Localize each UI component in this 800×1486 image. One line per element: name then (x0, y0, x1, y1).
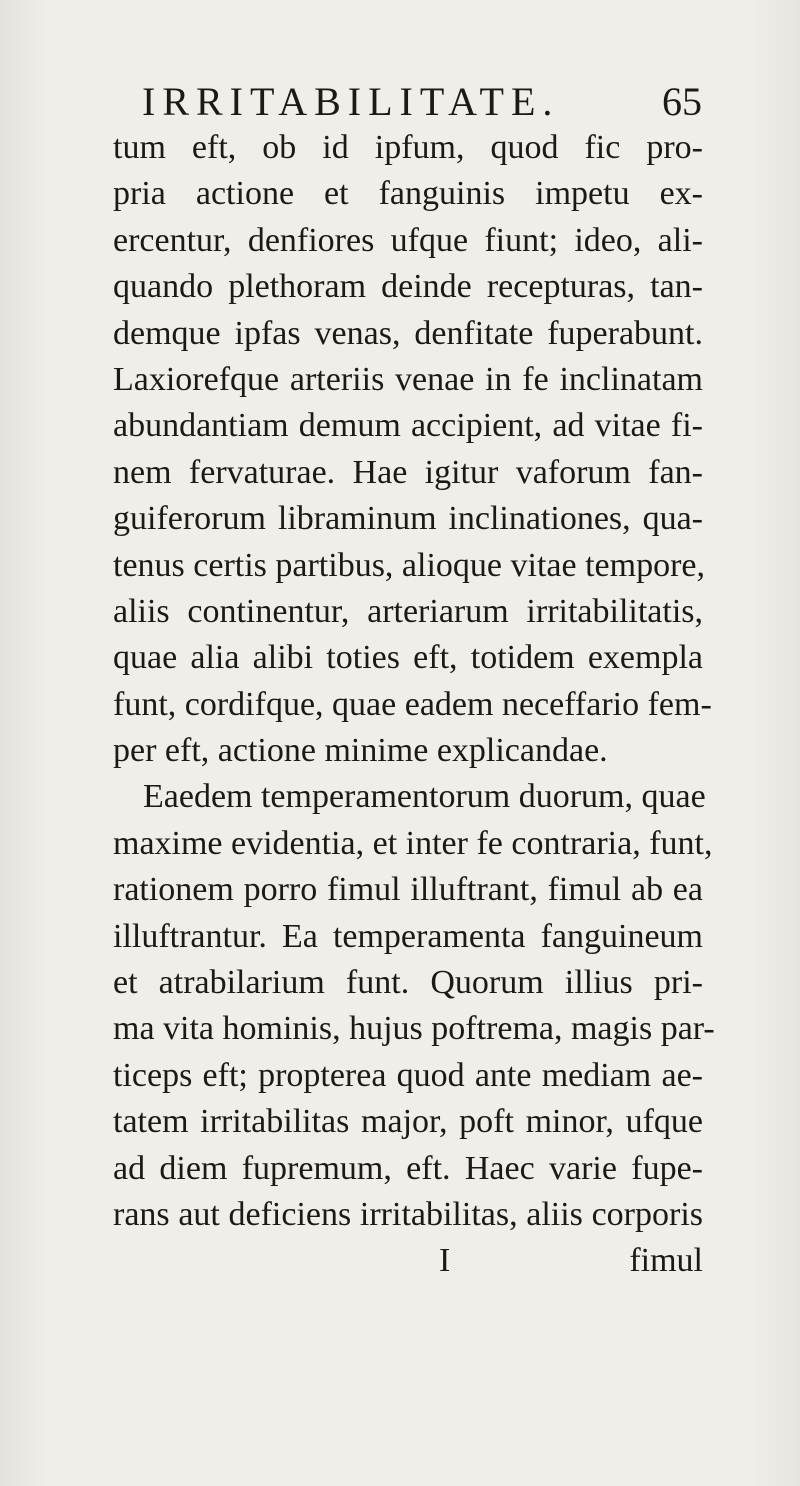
text-line: ercentur, denfiores ufque fiunt; ideo, ali- (113, 221, 703, 259)
text-line: quando plethoram deinde recepturas, tan- (113, 268, 703, 306)
text-line: tum eft, ob id ipfum, quod fic pro- (113, 129, 703, 166)
text-line: illuftrantur. Ea temperamenta fanguineum (113, 917, 703, 955)
text-line: quae alia alibi toties eft, totidem exempla (113, 639, 703, 677)
text-line: et atrabilarium funt. Quorum illius pri- (113, 964, 703, 1002)
text-line: ma vita hominis, hujus poftrema, magis par- (113, 1010, 715, 1048)
text-line: funt, cordifque, quae eadem neceffario fem- (113, 685, 712, 723)
text-line: pria actione et fanguinis impetu ex- (113, 175, 703, 213)
signature-mark: I (439, 1242, 451, 1280)
page-header (142, 72, 702, 132)
page-number: 65 (662, 79, 702, 124)
text-line: tatem irritabilitas major, poft minor, ufque (113, 1103, 703, 1141)
text-line: per eft, actione minime explicandae. (113, 732, 608, 770)
text-line: rationem porro fimul illuftrant, fimul ab ea (113, 871, 703, 909)
text-line: demque ipfas venas, denfitate fuperabunt. (113, 314, 703, 352)
text-line: ticeps eft; propterea quod ante mediam ae- (113, 1056, 703, 1094)
text-line: Eaedem temperamentorum duorum, quae (143, 778, 706, 816)
text-line: guiferorum libraminum inclinationes, qua- (113, 500, 703, 538)
text-line: rans aut deficiens irritabilitas, aliis corporis (113, 1195, 703, 1233)
footer-line (113, 1238, 703, 1284)
running-title: IRRITABILITATE. (142, 79, 560, 124)
text-line: nem fervaturae. Hae igitur vaforum fan- (113, 453, 703, 491)
text-line: maxime evidentia, et inter fe contraria, funt, (113, 824, 713, 862)
text-line: aliis continentur, arteriarum irritabilitatis, (113, 592, 703, 630)
text-line: abundantiam demum accipient, ad vitae fi- (113, 407, 703, 445)
text-line: tenus certis partibus, alioque vitae tempore, (113, 546, 705, 584)
text-line: ad diem fupremum, eft. Haec varie fupe- (113, 1149, 703, 1187)
text-line: Laxiorefque arteriis venae in fe inclinatam (113, 360, 703, 398)
catchword: fimul (629, 1242, 703, 1280)
body-text (113, 125, 715, 1285)
